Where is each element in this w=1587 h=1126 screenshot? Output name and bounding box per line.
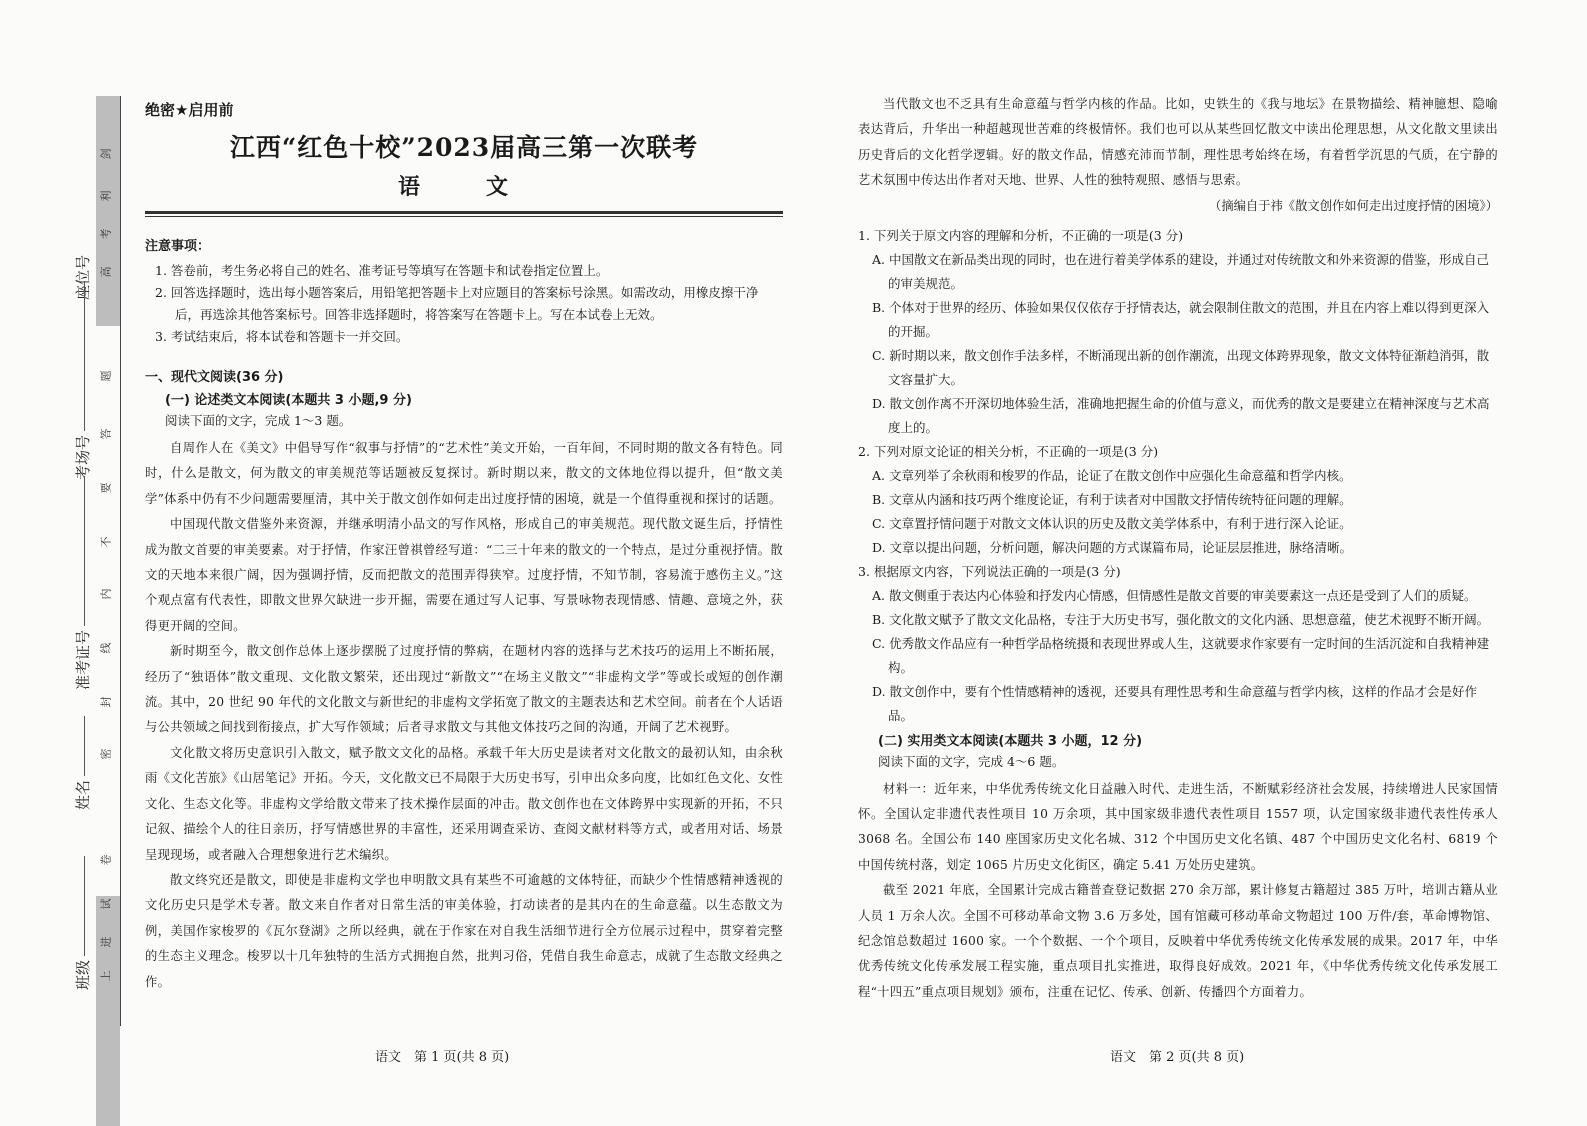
passage-paragraph: 文化散文将历史意识引入散文，赋予散文文化的品格。承载千年大历史是读者对文化散文的最初认知，由余秋雨《文化苦旅》《山居笔记》开拓。今天，文化散文已不局限于大历史书写，引申出众多向度，比如红色文化、女性文化、生态文化等。非虚构文学给散文带来了技术操作层面的冲击。散文创作也在文体跨界中实现新的开拓，不只记叙、描绘个人的往日亲历，抒写情感世界的丰富性，还采用调查采访、查阅文献材料等方式，或者用对话、场景呈现现场，或者融入合理想象进行艺术编织。 [145,745,783,862]
question-option[interactable]: B. 文化散文赋予了散文文化品格，专注于大历史书写，强化散文的文化内涵、思想意蕴，使艺术视野不断开阔。 [872,611,1490,627]
binding-char: 答 [99,428,113,440]
page-footer-left: 语文 第 1 页(共 8 页) [375,1050,510,1065]
exam-title: 江西“红色十校”2023届高三第一次联考 [229,133,699,162]
question-option[interactable]: D. 散文创作中，要有个性情感精神的透视，还要具有理性思考和生命意蕴与哲学内核，这样的作品才会是好作品。 [872,683,1478,723]
binding-char: 进 [99,936,113,948]
question-option[interactable]: A. 文章列举了余秋雨和梭罗的作品，论证了在散文创作中应强化生命意蕴和哲学内核。 [872,467,1352,483]
binding-char: 试 [99,898,113,910]
binding-char: 要 [99,482,113,494]
question-stem: 1. 下列关于原文内容的理解和分析，不正确的一项是(3 分) [858,227,1184,243]
question-option[interactable]: D. 文章以提出问题，分析问题，解决问题的方式谋篇布局，论证层层推进，脉络清晰。 [872,539,1353,555]
subsection-heading: (二) 实用类文本阅读(本题共 3 小题，12 分) [878,733,1143,749]
question-option[interactable]: A. 中国散文在新品类出现的同时，也在进行着美学体系的建设，并通过对传统散文和外来资源的借鉴，形成自己的审美规范。 [872,251,1489,291]
instruction: 阅读下面的文字，完成 1～3 题。 [165,413,352,428]
passage-paragraph: 自周作人在《美文》中倡导写作“叙事与抒情”的“艺术性”美文开始，一百年间，不同时期的散文各有特色。同时，什么是散文，何为散文的审美规范等话题被反复探讨。新时期以来，散文的文体地位得以提升，但“散文美学”体系中仍有不少问题需要厘清，其中关于散文创作如何走出过度抒情的困境，就是一个值得重视和探讨的话题。 [145,441,783,506]
binding-char: 高 [99,266,113,278]
admission-ticket-field[interactable]: 准考证号 [72,476,93,690]
binding-line [120,96,121,1026]
binding-char: 不 [99,536,113,548]
subject-title: 语 文 [397,174,530,200]
binding-char: 剑 [99,148,113,160]
question-stem: 2. 下列对原文论证的相关分析，不正确的一项是(3 分) [858,443,1159,459]
instruction: 阅读下面的文字，完成 4～6 题。 [878,753,1065,769]
page-footer-right: 语文 第 2 页(共 8 页) [1110,1050,1245,1065]
notice-item: 3. 考试结束后，将本试卷和答题卡一并交回。 [155,329,409,344]
binding-char: 线 [99,642,113,654]
binding-band-bottom [96,896,120,1126]
binding-char: 考 [99,228,113,240]
binding-char: 上 [99,970,113,982]
question-option[interactable]: A. 散文侧重于表达内心体验和抒发内心情感，但情感性是散文首要的审美要素这一点还是受到了人们的质疑。 [872,587,1477,603]
binding-band-top [96,96,120,326]
binding-char: 题 [99,370,113,382]
exam-room-field[interactable]: 考场号 [72,281,93,480]
question-option[interactable]: D. 散文创作离不开深切地体验生活，准确地把握生命的价值与意义，而优秀的散文是要建立在精神深度与艺术高度上的。 [872,395,1490,435]
notice-item: 2. 回答选择题时，选出每小题答案后，用铅笔把答题卡上对应题目的答案标号涂黑。如需改动，用橡皮擦干净后，再选涂其他答案标号。回答非选择题时，将答案写在答题卡上。写在本试卷上无效。 [155,285,759,322]
notice-title: 注意事项： [145,239,211,254]
notice-item: 1. 答卷前，考生务必将自己的姓名、准考证号等填写在答题卡和试卷指定位置上。 [155,263,609,278]
material-paragraph: 截至 2021 年底，全国累计完成古籍普查登记数据 270 余万部，累计修复古籍超过 385 万叶，培训古籍从业人员 1 万余人次。全国不可移动革命文物 3.6 万多处，国有馆藏可移动革命文物超过 100 万件/套，革命博物馆、纪念馆总数超过 1600 家。一个个数据、一个个项目，反映着中华优秀传统文化传承发展的成果。2017 年，中华优秀传统文化传承发展工程实施，重点项目扎实推进，取得良好成效。2021 年，《中华优秀传统文化传承发展工程“十四五”重点项目规划》颁布，注重在记忆、传承、创新、传播四个方面着力。 [858,883,1498,999]
section-heading: 一、现代文阅读(36 分) [145,370,284,385]
passage-paragraph: 当代散文也不乏具有生命意蕴与哲学内核的作品。比如，史铁生的《我与地坛》在景物描绘、精神臆想、隐喻表达背后，升华出一种超越现世苦难的终极情怀。我们也可以从某些回忆散文中读出伦理思想，从文化散文里读出历史背后的文化哲学逻辑。好的散文作品，情感充沛而节制，理性思考始终在场，有着哲学沉思的气质，在宁静的艺术氛围中传达出作者对天地、世界、人性的独特观照、感悟与思索。 [858,97,1498,188]
header-rule [145,211,783,217]
class-field[interactable]: 班级 [72,856,93,990]
secret-label: 绝密★启用前 [145,101,234,119]
question-option[interactable]: B. 个体对于世界的经历、体验如果仅仅依存于抒情表达，就会限制住散文的范围，并且在内容上难以得到更深入的开掘。 [872,299,1490,339]
passage-paragraph: 散文终究还是散文，即使是非虚构文学也申明散文具有某些不可逾越的文体特征，而缺少个性情感精神透视的文化历史只是学术专著。散文来自作者对日常生活的审美体验，打动读者的是其内在的生命意蕴。以生态散文为例，美国作家梭罗的《瓦尔登湖》之所以经典，就在于作家在对自我生活细节进行全方位展示过程中，贯穿着完整的生态主义理念。梭罗以十几年独特的生活方式拥抱自然，批判习俗，凭借自我生命意志，成就了生态散文经典之作。 [145,872,783,989]
binding-char: 利 [99,190,113,202]
source-citation: （摘编自于祎《散文创作如何走出过度抒情的困境》） [1209,198,1498,213]
question-option[interactable]: C. 优秀散文作品应有一种哲学品格统摄和表现世界或人生，这就要求作家要有一定时间的生活沉淀和自我精神建构。 [872,635,1490,675]
seat-number-field[interactable]: 座位号 [74,254,92,300]
passage-paragraph: 新时期至今，散文创作总体上逐步摆脱了过度抒情的弊病，在题材内容的选择与艺术技巧的运用上不断拓展，经历了“独语体”散文重现、文化散文繁荣，还出现过“新散文”“在场主义散文”“非虚构文学”等或长或短的创作潮流。其中，20 世纪 90 年代的文化散文与新世纪的非虚构文学拓宽了散文的主题表达和艺术空间。前者在个人话语与公共领域之间找到衔接点，扩大写作领域；后者寻求散文与其他文体技巧之间的沟通，开阔了艺术视野。 [145,644,783,735]
name-field[interactable]: 姓名 [72,716,93,810]
binding-char: 内 [99,588,113,600]
question-option[interactable]: B. 文章从内涵和技巧两个维度论证，有利于读者对中国散文抒情传统特征问题的理解。 [872,491,1352,507]
question-stem: 3. 根据原文内容，下列说法正确的一项是(3 分) [858,563,1121,579]
binding-strip [96,96,122,1026]
passage-paragraph: 中国现代散文借鉴外来资源，并继承明清小品文的写作风格，形成自己的审美规范。现代散文诞生后，抒情性成为散文首要的审美要素。对于抒情，作家汪曾祺曾经写道：“二三十年来的散文的一个特点，是过分重视抒情。散文的天地本来很广阔，因为强调抒情，反而把散文的范围弄得狭窄。过度抒情，不知节制，容易流于感伤主义。”这个观点富有代表性，即散文世界欠缺进一步开掘，需要在通过写人记事、写景咏物表现情感、情趣、意境之外，获得更开阔的空间。 [145,517,783,633]
question-option[interactable]: C. 新时期以来，散文创作手法多样，不断涌现出新的创作潮流，出现文体跨界现象，散文文体特征渐趋消弭，散文容量扩大。 [872,347,1490,387]
subsection-heading: (一) 论述类文本阅读(本题共 3 小题,9 分) [165,393,412,408]
left-column [145,95,783,995]
right-column [858,92,1498,1005]
binding-char: 卷 [99,854,113,866]
binding-char: 密 [99,748,113,760]
question-option[interactable]: C. 文章置抒情问题于对散文文体认识的历史及散文美学体系中，有利于进行深入论证。 [872,515,1352,531]
binding-char: 封 [99,696,113,708]
material-paragraph: 材料一：近年来，中华优秀传统文化日益融入时代、走进生活，不断赋彩经济社会发展，持续增进人民家国情怀。全国认定非遗代表性项目 10 万余项，其中国家级非遗代表性项目 1557 项，认定国家级非遗代表性传承人 3068 名。全国公布 140 座国家历史文化名城、312 个中国历史文化名镇、487 个中国历史文化名村、6819 个中国传统村落，划定 1065 片历史文化街区，确定 5.41 万处历史建筑。 [858,781,1498,872]
